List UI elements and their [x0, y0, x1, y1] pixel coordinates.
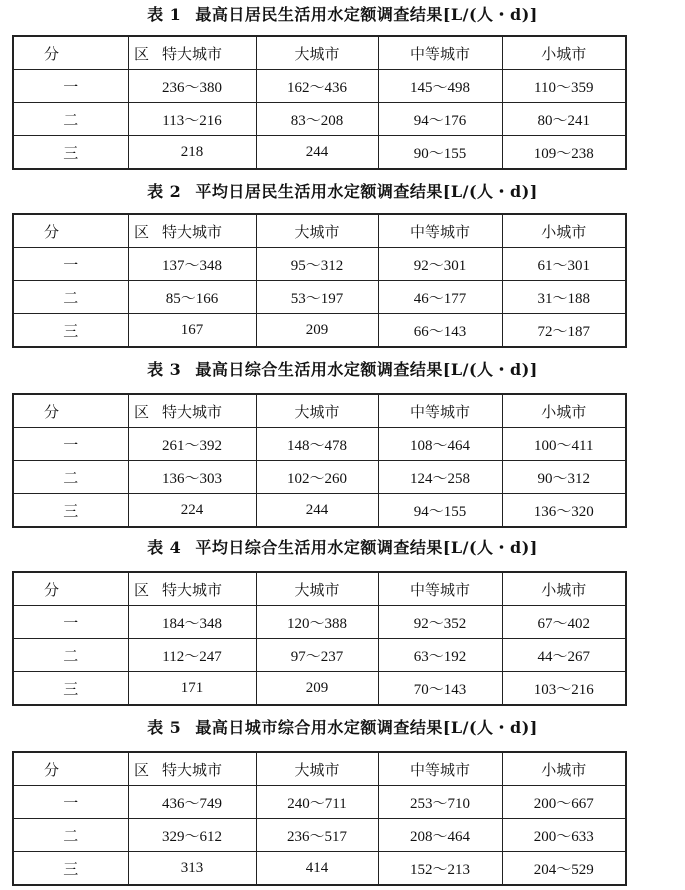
- value-cell: 200～667: [502, 786, 626, 819]
- value-cell: 253～710: [378, 786, 502, 819]
- value-cell: 83～208: [256, 103, 378, 136]
- value-cell: 236～380: [128, 70, 256, 103]
- table-title: 最高日居民生活用水定额调查结果[L/(人・d)]: [195, 5, 538, 24]
- value-cell: 61～301: [502, 248, 626, 281]
- value-cell: 112～247: [128, 639, 256, 672]
- header-zone: 分 区: [13, 572, 128, 606]
- table-row: [13, 281, 626, 314]
- zone-cell: 一: [13, 248, 128, 281]
- header-row: [13, 214, 626, 248]
- table-4: [12, 571, 627, 706]
- zone-cell: 三: [13, 852, 128, 886]
- value-cell: 209: [256, 672, 378, 706]
- table-row: [13, 672, 626, 706]
- value-cell: 152～213: [378, 852, 502, 886]
- value-cell: 67～402: [502, 606, 626, 639]
- table-caption: [0, 179, 685, 205]
- zone-cell: 一: [13, 428, 128, 461]
- value-cell: 184～348: [128, 606, 256, 639]
- value-cell: 136～303: [128, 461, 256, 494]
- table-caption: [0, 2, 685, 28]
- table-row: [13, 428, 626, 461]
- table-caption: [0, 357, 685, 383]
- zone-cell: 二: [13, 103, 128, 136]
- value-cell: 208～464: [378, 819, 502, 852]
- header-small-city: 小城市: [502, 394, 626, 428]
- value-cell: 103～216: [502, 672, 626, 706]
- value-cell: 236～517: [256, 819, 378, 852]
- header-small-city: 小城市: [502, 752, 626, 786]
- header-zone: 分 区: [13, 214, 128, 248]
- value-cell: 53～197: [256, 281, 378, 314]
- table-row: [13, 494, 626, 528]
- zone-cell: 二: [13, 461, 128, 494]
- header-row: [13, 752, 626, 786]
- value-cell: 109～238: [502, 136, 626, 170]
- table-row: [13, 70, 626, 103]
- table-number: 表 3: [147, 360, 182, 379]
- zone-cell: 一: [13, 786, 128, 819]
- value-cell: 100～411: [502, 428, 626, 461]
- value-cell: 90～312: [502, 461, 626, 494]
- table-2: [12, 213, 627, 348]
- header-large-city: 大城市: [256, 36, 378, 70]
- value-cell: 261～392: [128, 428, 256, 461]
- table-title: 最高日综合生活用水定额调查结果[L/(人・d)]: [195, 360, 538, 379]
- zone-cell: 二: [13, 639, 128, 672]
- value-cell: 329～612: [128, 819, 256, 852]
- header-zone: 分 区: [13, 36, 128, 70]
- header-medium-city: 中等城市: [378, 214, 502, 248]
- table-3: [12, 393, 627, 528]
- value-cell: 218: [128, 136, 256, 170]
- header-large-city: 大城市: [256, 214, 378, 248]
- value-cell: 145～498: [378, 70, 502, 103]
- zone-cell: 二: [13, 819, 128, 852]
- table-row: [13, 786, 626, 819]
- table-row: [13, 461, 626, 494]
- table-number: 表 5: [147, 718, 182, 737]
- header-large-city: 大城市: [256, 572, 378, 606]
- header-megacity: 特大城市: [128, 214, 256, 248]
- value-cell: 124～258: [378, 461, 502, 494]
- table-number: 表 4: [147, 538, 182, 557]
- value-cell: 31～188: [502, 281, 626, 314]
- value-cell: 80～241: [502, 103, 626, 136]
- table-5: [12, 751, 627, 886]
- table-1: [12, 35, 627, 170]
- header-small-city: 小城市: [502, 572, 626, 606]
- header-medium-city: 中等城市: [378, 752, 502, 786]
- value-cell: 70～143: [378, 672, 502, 706]
- table-row: [13, 639, 626, 672]
- header-medium-city: 中等城市: [378, 572, 502, 606]
- table-block-2: [0, 179, 685, 205]
- table-title: 最高日城市综合用水定额调查结果[L/(人・d)]: [195, 718, 538, 737]
- zone-cell: 三: [13, 136, 128, 170]
- header-row: [13, 572, 626, 606]
- value-cell: 85～166: [128, 281, 256, 314]
- value-cell: 171: [128, 672, 256, 706]
- value-cell: 90～155: [378, 136, 502, 170]
- header-row: [13, 36, 626, 70]
- table-row: [13, 103, 626, 136]
- zone-cell: 一: [13, 70, 128, 103]
- header-medium-city: 中等城市: [378, 394, 502, 428]
- table-block-4: [0, 535, 685, 561]
- table-number: 表 2: [147, 182, 182, 201]
- value-cell: 240～711: [256, 786, 378, 819]
- value-cell: 436～749: [128, 786, 256, 819]
- value-cell: 94～155: [378, 494, 502, 528]
- table-title: 平均日综合生活用水定额调查结果[L/(人・d)]: [195, 538, 538, 557]
- value-cell: 148～478: [256, 428, 378, 461]
- value-cell: 244: [256, 136, 378, 170]
- value-cell: 97～237: [256, 639, 378, 672]
- table-block-3: [0, 357, 685, 383]
- value-cell: 92～301: [378, 248, 502, 281]
- value-cell: 113～216: [128, 103, 256, 136]
- value-cell: 120～388: [256, 606, 378, 639]
- value-cell: 136～320: [502, 494, 626, 528]
- header-megacity: 特大城市: [128, 572, 256, 606]
- header-small-city: 小城市: [502, 36, 626, 70]
- value-cell: 63～192: [378, 639, 502, 672]
- value-cell: 46～177: [378, 281, 502, 314]
- zone-cell: 三: [13, 314, 128, 348]
- value-cell: 167: [128, 314, 256, 348]
- header-zone: 分 区: [13, 394, 128, 428]
- table-row: [13, 819, 626, 852]
- zone-cell: 二: [13, 281, 128, 314]
- header-megacity: 特大城市: [128, 394, 256, 428]
- table-caption: [0, 715, 685, 741]
- value-cell: 209: [256, 314, 378, 348]
- value-cell: 108～464: [378, 428, 502, 461]
- zone-cell: 三: [13, 672, 128, 706]
- value-cell: 72～187: [502, 314, 626, 348]
- value-cell: 44～267: [502, 639, 626, 672]
- value-cell: 244: [256, 494, 378, 528]
- value-cell: 95～312: [256, 248, 378, 281]
- value-cell: 94～176: [378, 103, 502, 136]
- header-large-city: 大城市: [256, 752, 378, 786]
- value-cell: 66～143: [378, 314, 502, 348]
- value-cell: 92～352: [378, 606, 502, 639]
- table-title: 平均日居民生活用水定额调查结果[L/(人・d)]: [195, 182, 538, 201]
- table-row: [13, 136, 626, 170]
- table-row: [13, 248, 626, 281]
- value-cell: 204～529: [502, 852, 626, 886]
- header-small-city: 小城市: [502, 214, 626, 248]
- zone-cell: 三: [13, 494, 128, 528]
- table-row: [13, 314, 626, 348]
- value-cell: 414: [256, 852, 378, 886]
- table-number: 表 1: [147, 5, 182, 24]
- value-cell: 162～436: [256, 70, 378, 103]
- value-cell: 137～348: [128, 248, 256, 281]
- value-cell: 200～633: [502, 819, 626, 852]
- value-cell: 110～359: [502, 70, 626, 103]
- table-caption: [0, 535, 685, 561]
- header-megacity: 特大城市: [128, 36, 256, 70]
- zone-cell: 一: [13, 606, 128, 639]
- header-medium-city: 中等城市: [378, 36, 502, 70]
- header-large-city: 大城市: [256, 394, 378, 428]
- value-cell: 313: [128, 852, 256, 886]
- value-cell: 224: [128, 494, 256, 528]
- table-block-1: [0, 2, 685, 28]
- value-cell: 102～260: [256, 461, 378, 494]
- table-row: [13, 606, 626, 639]
- header-row: [13, 394, 626, 428]
- header-zone: 分 区: [13, 752, 128, 786]
- table-row: [13, 852, 626, 886]
- header-megacity: 特大城市: [128, 752, 256, 786]
- table-block-5: [0, 715, 685, 741]
